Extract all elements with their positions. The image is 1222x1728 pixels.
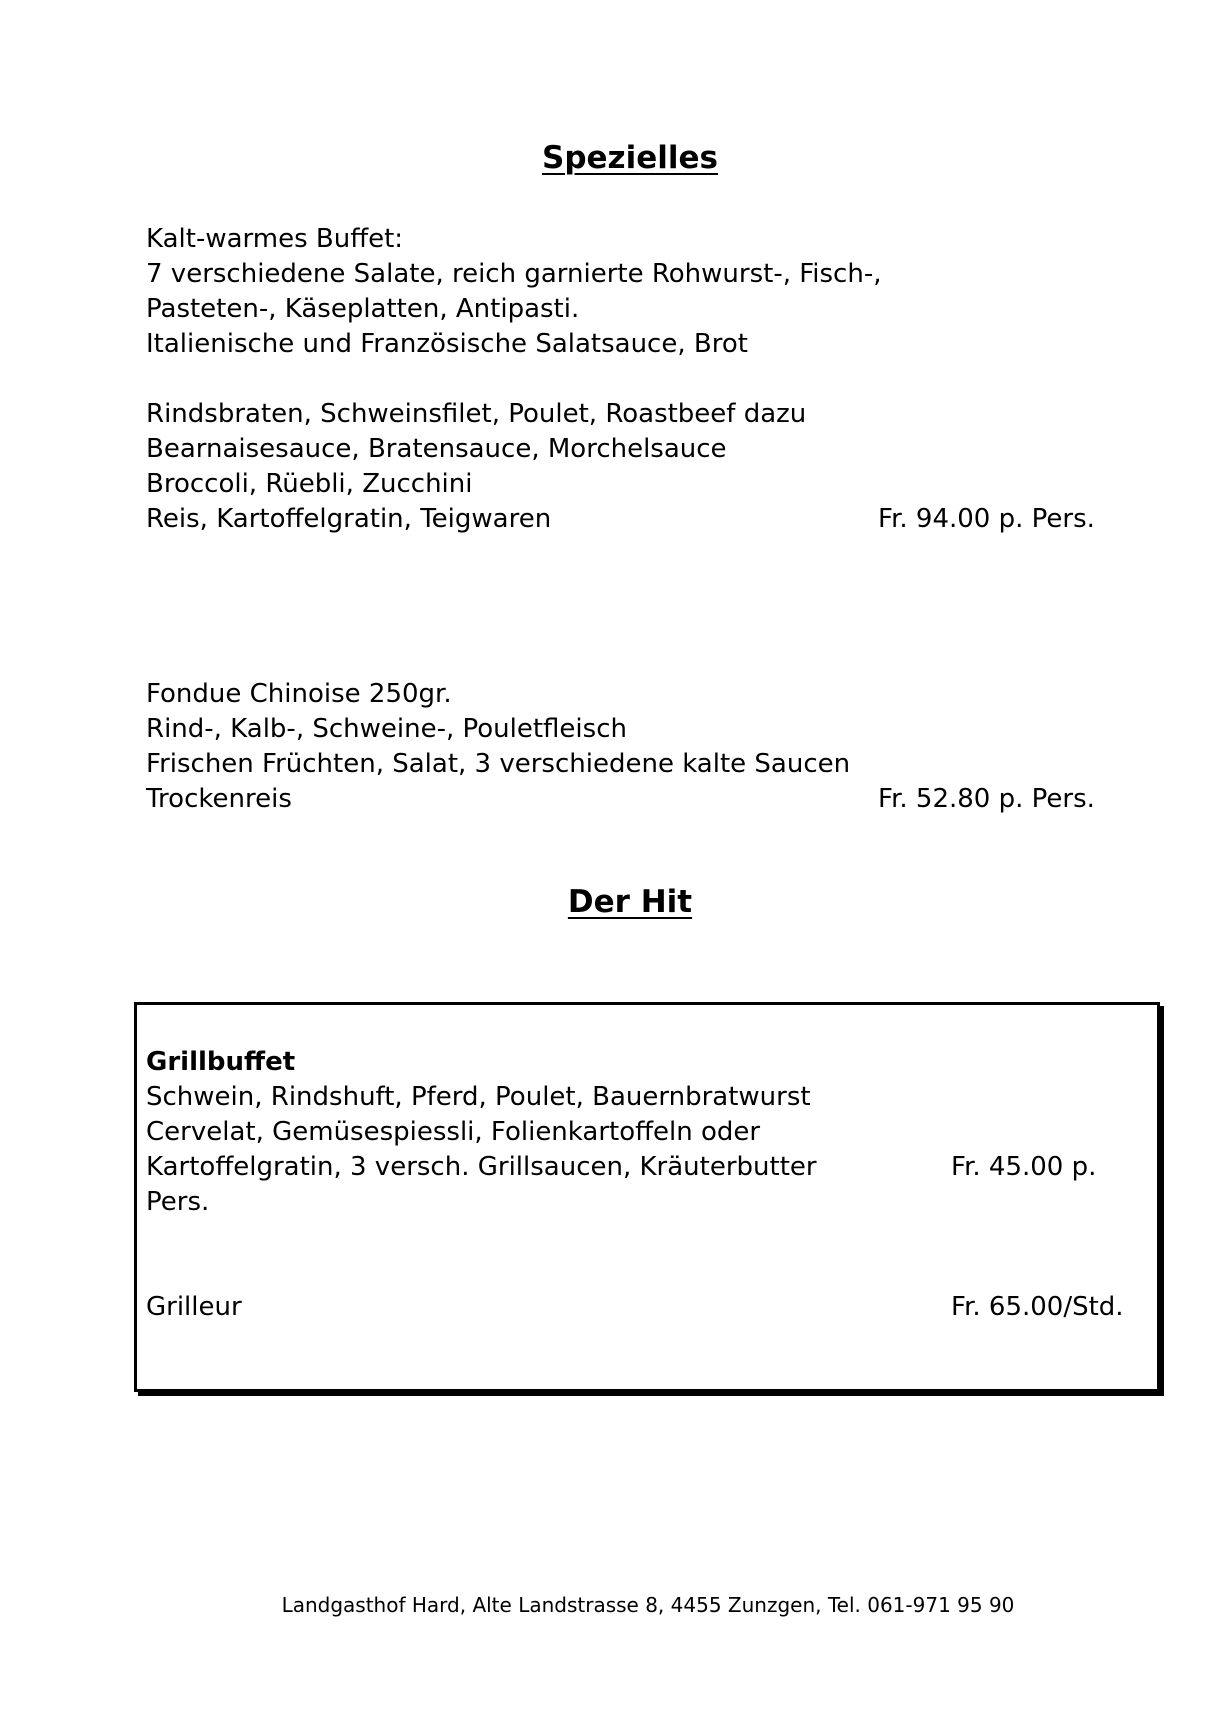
der-hit-heading: Der Hit [567, 884, 693, 920]
footer-address: Landgasthof Hard, Alte Landstrasse 8, 4455 Zunzgen, Tel. 061-971 95 90 [281, 1593, 1015, 1617]
fondue-line: Rind-, Kalb-, Schweine-, Pouletfleisch [146, 714, 627, 744]
buffet-line: Kalt-warmes Buffet: [146, 224, 404, 254]
fondue-price: Fr. 52.80 p. Pers. [878, 784, 1095, 814]
grilleur-price: Fr. 65.00/Std. [951, 1292, 1124, 1322]
grill-price: Fr. 45.00 p. [951, 1152, 1097, 1182]
grill-line: Kartoffelgratin, 3 versch. Grillsaucen, Kräuterbutter [146, 1152, 817, 1182]
grilleur-label: Grilleur [146, 1292, 242, 1322]
buffet-line: Bearnaisesauce, Bratensauce, Morchelsauce [146, 434, 727, 464]
fondue-line: Frischen Früchten, Salat, 3 verschiedene kalte Saucen [146, 749, 851, 779]
grill-title: Grillbuffet [146, 1047, 296, 1077]
buffet-line: Rindsbraten, Schweinsfilet, Poulet, Roastbeef dazu [146, 399, 807, 429]
buffet-line: 7 verschiedene Salate, reich garnierte Rohwurst-, Fisch-, [146, 259, 882, 289]
buffet-line: Italienische und Französische Salatsauce, Brot [146, 329, 748, 359]
buffet-line: Reis, Kartoffelgratin, Teigwaren [146, 504, 552, 534]
spezielles-heading: Spezielles [542, 140, 718, 176]
buffet-line: Pasteten-, Käseplatten, Antipasti. [146, 294, 580, 324]
buffet-line: Broccoli, Rüebli, Zucchini [146, 469, 473, 499]
buffet-price: Fr. 94.00 p. Pers. [878, 504, 1095, 534]
grill-line: Cervelat, Gemüsespiessli, Folienkartoffeln oder [146, 1117, 761, 1147]
grill-line: Schwein, Rindshuft, Pferd, Poulet, Bauernbratwurst [146, 1082, 811, 1112]
fondue-line: Fondue Chinoise 250gr. [146, 679, 452, 709]
grill-line: Pers. [146, 1187, 210, 1217]
fondue-line: Trockenreis [146, 784, 292, 814]
